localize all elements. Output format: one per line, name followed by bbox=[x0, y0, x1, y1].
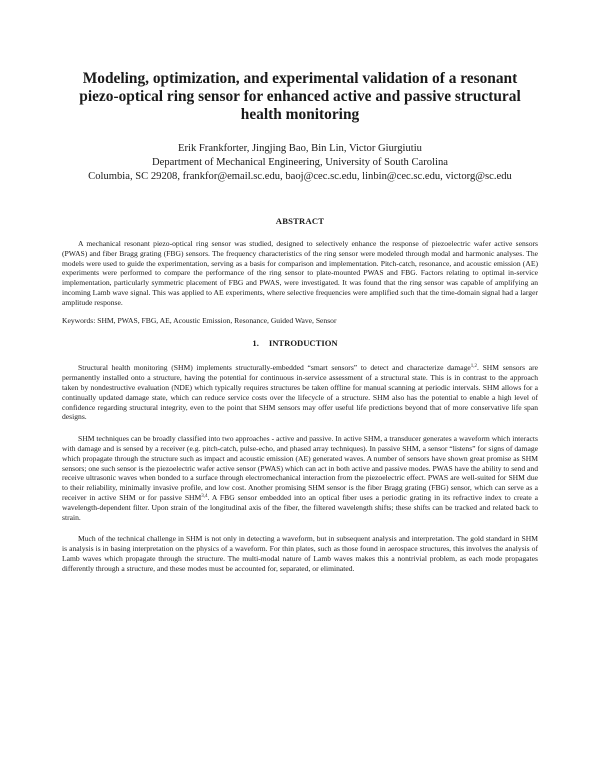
keywords: Keywords: SHM, PWAS, FBG, AE, Acoustic Emission, Resonance, Guided Wave, Sensor bbox=[62, 315, 337, 325]
author-names: Erik Frankforter, Jingjing Bao, Bin Lin, Victor Giurgiutiu bbox=[178, 143, 422, 154]
abstract-heading: ABSTRACT bbox=[275, 216, 325, 226]
intro-paragraph-1 bbox=[62, 363, 538, 422]
p1-text-a: Structural health monitoring (SHM) implements structurally-embedded “smart sensors” to detect and characterize damage bbox=[78, 363, 471, 373]
intro-paragraph-3: Much of the technical challenge in SHM is not only in detecting a waveform, but in subsequent analysis and interpretation. The gold standard in SHM is analysis is in basing interpretation on the physics of a waveform. For thin plates, such as those found in aerospace structures, this involves the analysis of Lamb waves which propagate through the structure. The multi-modal nature of Lamb waves makes this a nontrivial problem, as each mode propagates differently through a structure, and these modes must be accounted for, separated, or eliminated. bbox=[62, 534, 538, 573]
section-heading bbox=[62, 338, 538, 348]
citation-1-2: 1,2 bbox=[470, 364, 478, 370]
p2-text-b: . A FBG sensor embedded into an optical fiber uses a periodic grating in its refractive index to create a wavelength-dependent filter. Upon strain of the longitudinal axis of the fiber, the filtered wavelength shifts; these shifts can be tracked and related back to strain. bbox=[62, 492, 538, 522]
paper-title: Modeling, optimization, and experimental validation of a resonant piezo-optical ring sensor for enhanced active and passive structural health monitoring bbox=[79, 70, 521, 123]
section-number: 1. bbox=[252, 338, 259, 349]
citation-3-4: 3,4 bbox=[201, 493, 208, 499]
abstract-text: A mechanical resonant piezo-optical ring sensor was studied, designed to selectively enhance the response of piezoelectric wafer active sensors (PWAS) and fiber Bragg grating (FBG) sensors. The frequency characteristics of the ring sensor were modeled through modal and harmonic analyses. The models were used to guide the experimentation, serving as a basis for comparison and implementation. Pitch-catch, resonance, and acoustic emission (AE) experiments were performed to compare the performance of the ring sensor to plate-mounted PWAS and FBG. Factors relating to optimal in-service implementation, particularly symmetric placement of FBG and PWAS, were investigated. It was found that the ring sensor was capable of amplifying an incoming Lamb wave signal. This was applied to AE experiments, where selective frequencies were amplified such that the time-domain signal had a larger amplitude response. bbox=[62, 239, 538, 307]
affiliation: Department of Mechanical Engineering, University of South Carolina bbox=[152, 157, 448, 168]
author-block bbox=[62, 142, 538, 184]
address-emails: Columbia, SC 29208, frankfor@email.sc.edu, baoj@cec.sc.edu, linbin@cec.sc.edu, victorg@sc.edu bbox=[88, 171, 512, 182]
section-title: INTRODUCTION bbox=[268, 338, 338, 349]
p2-text-a: SHM techniques can be broadly classified into two approaches - active and passive. In active SHM, a transducer generates a waveform which interacts with damage and is sensed by a receiver (e.g. pitch-catch, pulse-echo, and phased array techniques). In passive SHM, a sensor “listens” for signs of damage which propagate through the structure such as impact and acoustic emission (AE) generated waves. A number of sensors have shown great promise as SHM sensors; one such sensor is the piezoelectric wafer active sensor (PWAS) which can act in both active and passive modes. PWAS have the ability to send and receive ultrasonic waves when bonded to a surface through electromechanical interaction from the piezoelectric effect. PWAS are well-suited for SHM due to their reliability, minimally invasive profile, and low cost. Another promising SHM sensor is the fiber Bragg grating (FBG) sensor, which can serve as a receiver in active SHM or for passive SHM bbox=[62, 434, 538, 502]
p1-text-b: . SHM sensors are permanently installed onto a structure, having the potential for continuous in-service assessment of a structural state. This is in contrast to the approach taken by nondestructive evaluation (NDE) which typically requires structures be taken offline for manual scanning at periodic intervals. SHM allows for a continually updated damage state, which can reduce service costs over the lifecycle of a structure. SHM also has the potential to enable a high level of confidence regarding structural integrity, even to the point that SHM sensors may offer useful life predictions beyond that of more conservative life span designs. bbox=[62, 363, 539, 422]
intro-paragraph-2 bbox=[62, 434, 538, 522]
